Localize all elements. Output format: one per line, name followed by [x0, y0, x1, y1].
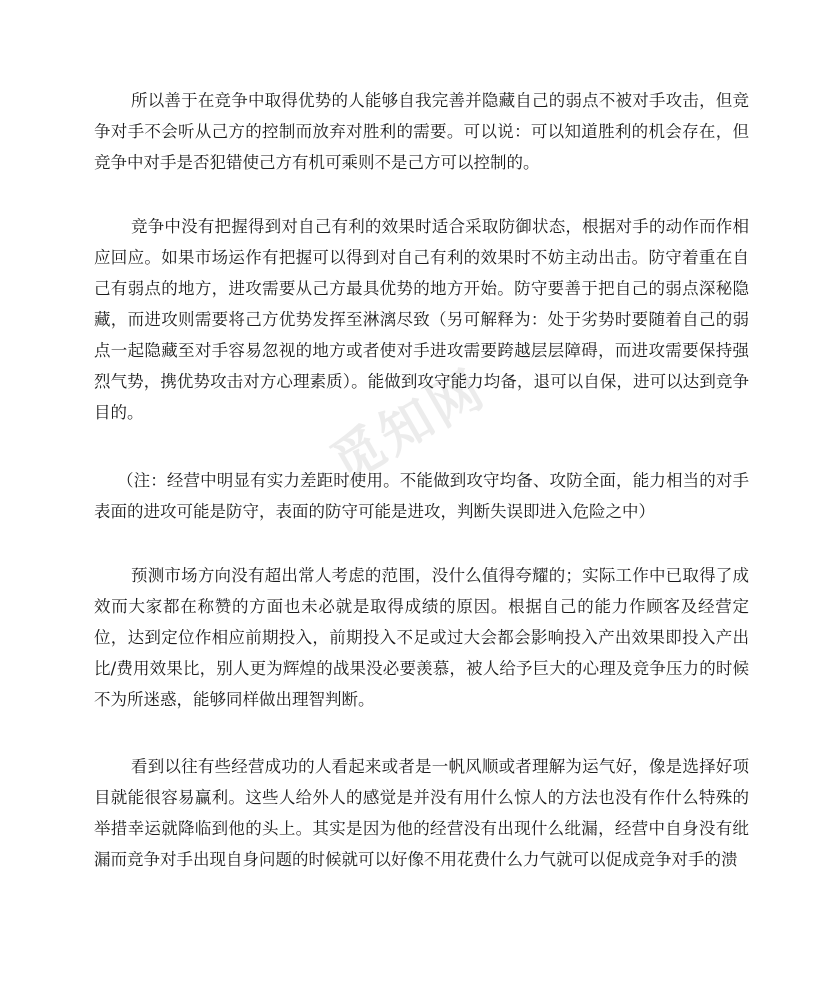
paragraph-2: 竞争中没有把握得到对自己有利的效果时适合采取防御状态，根据对手的动作而作相应回应。如果市场运作有把握可以得到对自己有利的效果时不妨主动出击。防守着重在自己有弱点的地方，进攻需要从己方最具优势的地方开始。防守要善于把自己的弱点深秘隐藏，而进攻则需要将己方优势发挥至淋漓尽致（另可解释为：处于劣势时要随着自己的弱点一起隐藏至对手容易忽视的地方或者使对手进攻需要跨越层层障碍，而进攻需要保持强烈气势，携优势攻击对方心理素质）。能做到攻守能力均备，退可以自保，进可以达到竞争目的。 [94, 217, 749, 422]
paragraph-4: 预测市场方向没有超出常人考虑的范围，没什么值得夸耀的；实际工作中已取得了成效而大家都在称赞的方面也未必就是取得成绩的原因。根据自己的能力作顾客及经营定位，达到定位作相应前期投入，前期投入不足或过大会都会影响投入产出效果即投入产出比/费用效果比，别人更为辉煌的战果没必要羡慕，被人给予巨大的心理及竞争压力的时候不为所迷惑，能够同样做出理智判断。 [94, 566, 749, 709]
paragraph-1: 所以善于在竞争中取得优势的人能够自我完善并隐藏自己的弱点不被对手攻击，但竞争对手不会听从己方的控制而放弃对胜利的需要。可以说：可以知道胜利的机会存在，但竞争中对手是否犯错使己方有机可乘则不是己方可以控制的。 [94, 91, 749, 172]
paragraph-5: 看到以往有些经营成功的人看起来或者是一帆风顺或者理解为运气好，像是选择好项目就能很容易赢利。这些人给外人的感觉是并没有用什么惊人的方法也没有作什么特殊的举措幸运就降临到他的头上。其实是因为他的经营没有出现什么纰漏，经营中自身没有纰漏而竞争对手出现自身问题的时候就可以好像不用花费什么力气就可以促成竞争对手的溃 [94, 757, 749, 869]
watermark: 觅知网 [321, 358, 497, 495]
paragraph-3-note: （注：经营中明显有实力差距时使用。不能做到攻守均备、攻防全面，能力相当的对手表面的进攻可能是防守，表面的防守可能是进攻，判断失误即进入危险之中） [94, 471, 749, 521]
